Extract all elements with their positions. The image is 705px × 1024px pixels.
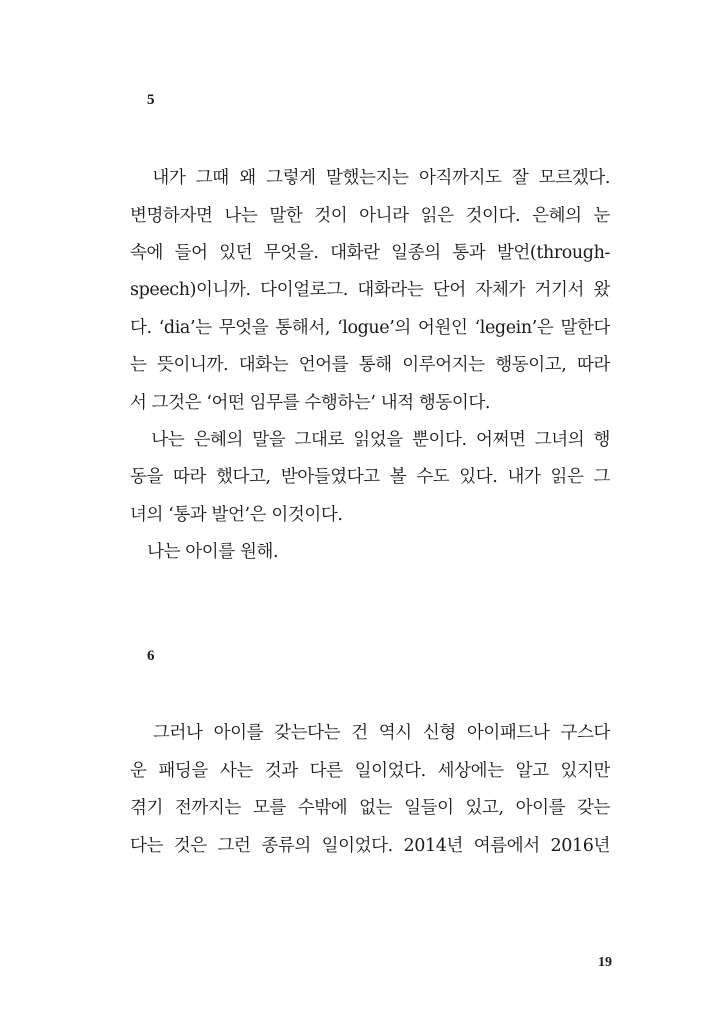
body-line: 운 패딩을 사는 것과 다른 일이었다. 세상에는 알고 있지만	[130, 761, 610, 781]
body-line: 녀의 ‘통과 발언’은 이것이다.	[130, 505, 343, 525]
body-line: 동을 따라 했다고, 받아들였다고 볼 수도 있다. 내가 읽은 그	[130, 467, 610, 487]
section-5-number: 5	[147, 92, 155, 108]
body-line: 내가 그때 왜 그렇게 말했는지는 아직까지도 잘 모르겠다.	[130, 168, 610, 188]
body-line: speech)이니까. 다이얼로그. 대화라는 단어 자체가 거기서 왔	[130, 280, 610, 300]
body-line: 는 뜻이니까. 대화는 언어를 통해 이루어지는 행동이고, 따라	[130, 355, 610, 375]
body-line: 겪기 전까지는 모를 수밖에 없는 일들이 있고, 아이를 갖는	[130, 798, 610, 818]
body-line: 속에 들어 있던 무엇을. 대화란 일종의 통과 발언(through-	[130, 243, 610, 263]
body-line: 변명하자면 나는 말한 것이 아니라 읽은 것이다. 은혜의 눈	[130, 206, 610, 226]
body-line: 다. ‘dia’는 무엇을 통해서, ‘logue’의 어원인 ‘legein’은 말한다	[130, 318, 610, 338]
body-line: 그러나 아이를 갖는다는 건 역시 신형 아이패드나 구스다	[130, 723, 610, 743]
body-line: 다는 것은 그런 종류의 일이었다. 2014년 여름에서 2016년	[130, 836, 610, 856]
body-line: 나는 아이를 원해.	[130, 542, 279, 562]
body-line: 나는 은혜의 말을 그대로 읽었을 뿐이다. 어쩌면 그녀의 행	[130, 430, 610, 450]
body-line: 서 그것은 ‘어떤 임무를 수행하는’ 내적 행동이다.	[130, 393, 491, 413]
page-number: 19	[598, 955, 612, 970]
section-6-number: 6	[147, 648, 155, 664]
